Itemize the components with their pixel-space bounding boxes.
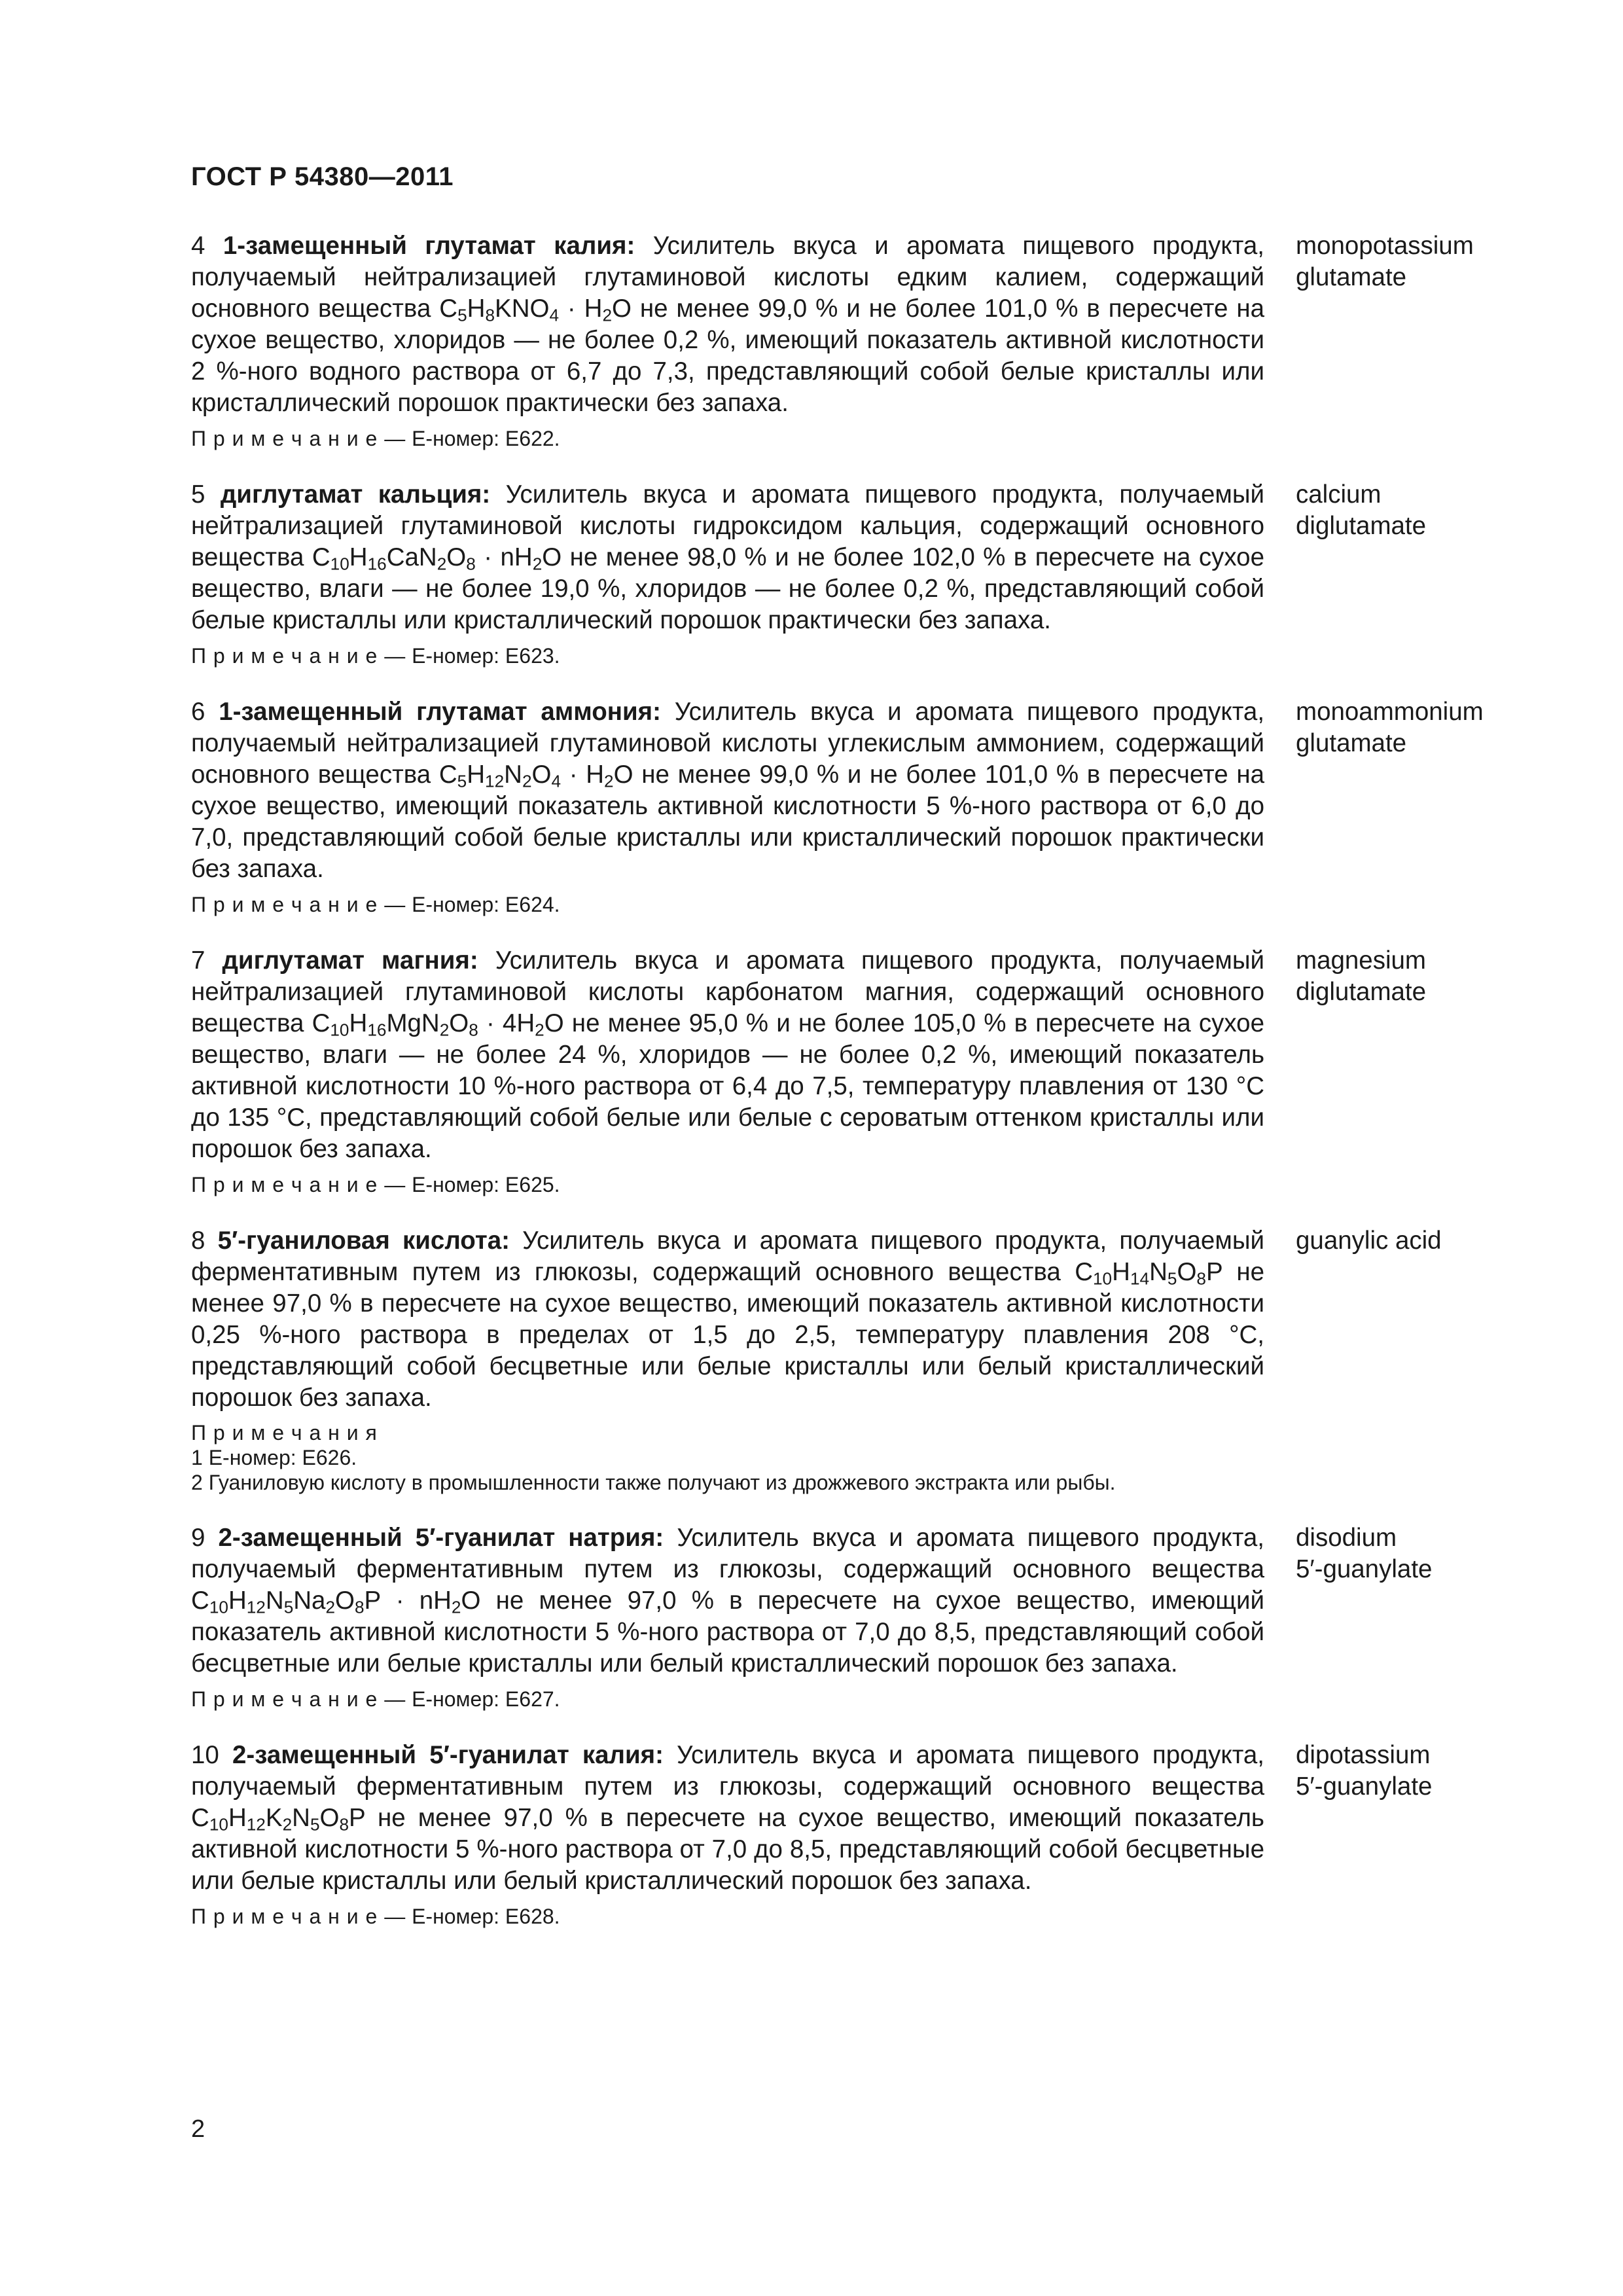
- formula-symbol: KNO: [495, 295, 550, 323]
- term-number: 4: [191, 232, 205, 260]
- formula-subscript: 10: [1093, 1268, 1113, 1289]
- formula-symbol: H: [467, 295, 486, 323]
- formula-subscript: 2: [439, 1020, 450, 1040]
- note-label: П р и м е ч а н и е —: [191, 427, 406, 450]
- term-spacer: [191, 669, 1533, 696]
- formula-symbol: Na: [293, 1587, 326, 1615]
- term-definition: [191, 1740, 1264, 1897]
- formula-subscript: 2: [451, 1597, 461, 1617]
- formula-symbol: C: [439, 295, 458, 323]
- chemical-formula: [1075, 1258, 1222, 1289]
- term-name: 1-замещенный глутамат аммония:: [219, 698, 661, 726]
- chemical-formula: [312, 543, 562, 574]
- formula-subscript: 8: [466, 554, 476, 574]
- formula-subscript: 4: [549, 305, 560, 325]
- term-text-part: Усилитель вкуса и аромата пищевого продукта, получаемый нейтрализацией глутаминовой кислоты едким калием, содержащий основного вещества: [191, 232, 1264, 323]
- formula-subscript: 12: [485, 771, 505, 791]
- formula-subscript: 12: [246, 1814, 266, 1835]
- formula-symbol: H: [349, 1009, 368, 1037]
- formula-subscript: 2: [532, 554, 543, 574]
- standard-header: ГОСТ Р 54380—2011: [191, 162, 454, 191]
- note-text: Е-номер: Е625.: [406, 1173, 560, 1196]
- term-number: 6: [191, 698, 205, 726]
- english-term-line: diglutamate: [1296, 978, 1427, 1006]
- formula-symbol: O: [319, 1804, 340, 1832]
- english-term-line: glutamate: [1296, 729, 1407, 757]
- term-number: 8: [191, 1227, 205, 1255]
- note-text: Е-номер: Е624.: [406, 893, 560, 916]
- term-english-equivalent: [1296, 230, 1531, 293]
- formula-symbol: K: [265, 1804, 283, 1832]
- formula-subscript: 10: [209, 1814, 228, 1835]
- term-note: [191, 1686, 1264, 1712]
- term-number: 10: [191, 1741, 219, 1769]
- formula-subscript: 2: [522, 771, 532, 791]
- term-text-part: Усилитель вкуса и аромата пищевого продукта, получаемый нейтрализацией глутаминовой кислоты карбонатом магния, содержащий основного вещества: [191, 946, 1264, 1037]
- term-entry: [191, 479, 1533, 669]
- term-spacer: [191, 918, 1533, 945]
- english-term-line: guanylic acid: [1296, 1227, 1442, 1255]
- formula-subscript: 5: [310, 1814, 320, 1835]
- formula-symbol: · H: [561, 761, 605, 789]
- formula-symbol: O: [449, 1009, 469, 1037]
- formula-symbol: C: [1075, 1258, 1093, 1286]
- term-entry: [191, 1225, 1533, 1495]
- english-term-line: 5′-guanylate: [1296, 1555, 1433, 1583]
- formula-subscript: 4: [551, 771, 562, 791]
- formula-symbol: O: [335, 1587, 355, 1615]
- term-english-equivalent: [1296, 1522, 1531, 1585]
- term-note: [191, 425, 1264, 452]
- term-name: 1-замещенный глутамат калия:: [223, 232, 635, 260]
- term-spacer: [191, 452, 1533, 479]
- formula-subscript: 2: [282, 1814, 293, 1835]
- english-term-line: diglutamate: [1296, 512, 1427, 540]
- chemical-formula: [312, 1009, 564, 1040]
- term-note: [191, 1903, 1264, 1929]
- term-entry: [191, 945, 1533, 1198]
- term-name: 2-замещенный 5′-гуанилат калия:: [232, 1741, 664, 1769]
- term-name: диглутамат магния:: [222, 946, 478, 975]
- term-name: 5′-гуаниловая кислота:: [217, 1227, 510, 1255]
- term-number: 7: [191, 946, 205, 975]
- formula-symbol: P · nH: [364, 1587, 452, 1615]
- formula-subscript: 16: [367, 554, 387, 574]
- english-term-line: 5′-guanylate: [1296, 1772, 1433, 1801]
- term-body: [191, 1522, 1264, 1712]
- formula-symbol: CaN: [386, 543, 437, 571]
- formula-symbol: H: [228, 1804, 247, 1832]
- term-text-part: Усилитель вкуса и аромата пищевого продукта, получаемый ферментативным путем из глюкозы, содержащий основного вещества: [191, 1524, 1265, 1583]
- term-english-equivalent: [1296, 1740, 1531, 1803]
- formula-symbol: N: [504, 761, 522, 789]
- formula-subscript: 10: [330, 1020, 349, 1040]
- chemical-formula: [439, 761, 633, 789]
- formula-symbol: · nH: [475, 543, 533, 571]
- formula-subscript: 10: [330, 554, 349, 574]
- formula-subscript: 8: [469, 1020, 478, 1040]
- formula-symbol: MgN: [386, 1009, 440, 1037]
- note-text: Е-номер: Е623.: [406, 644, 560, 668]
- formula-subscript: 5: [283, 1597, 294, 1617]
- term-entry: [191, 1522, 1533, 1712]
- formula-symbol: C: [312, 543, 330, 571]
- formula-subscript: 5: [457, 771, 467, 791]
- note-label: П р и м е ч а н и е —: [191, 1687, 406, 1711]
- term-entry: [191, 1740, 1533, 1929]
- note-item: 2 Гуаниловую кислоту в промышленности также получают из дрожжевого экстракта или рыбы.: [191, 1471, 1116, 1494]
- term-definition: [191, 945, 1264, 1165]
- term-text-part: не менее 95,0 % и не более 105,0 % в пересчете на сухое вещество, влаги — не более 24 %, хлоридов — не более 0,2 %, имеющий показатель активной кислотности 10 %-ного раствора от 6,4 до 7,5, температуру плавления от 130 °С до 135 °С, представляющий собой белые или белые с сероватым оттенком кристаллы или порошок без запаха.: [191, 1009, 1264, 1163]
- formula-symbol: O: [542, 543, 562, 571]
- term-entry: [191, 230, 1533, 452]
- note-text: Е-номер: Е628.: [406, 1905, 560, 1928]
- term-definition: [191, 1225, 1264, 1414]
- term-body: [191, 479, 1264, 669]
- term-number: 9: [191, 1524, 205, 1552]
- formula-symbol: O: [446, 543, 467, 571]
- term-text-part: Усилитель вкуса и аромата пищевого продукта, получаемый нейтрализацией глутаминовой кислоты гидроксидом кальция, содержащий основного вещества: [191, 480, 1264, 571]
- formula-symbol: O: [461, 1587, 481, 1615]
- formula-subscript: 2: [602, 305, 612, 325]
- note-label: П р и м е ч а н и е —: [191, 893, 406, 916]
- chemical-formula: [191, 1804, 365, 1835]
- formula-symbol: O: [1177, 1258, 1197, 1286]
- formula-symbol: H: [228, 1587, 247, 1615]
- formula-symbol: P: [1205, 1258, 1222, 1286]
- term-definition: [191, 479, 1264, 636]
- formula-subscript: 8: [485, 305, 495, 325]
- formula-symbol: O: [531, 761, 552, 789]
- english-term-line: monoammonium: [1296, 698, 1484, 726]
- note-item: 1 Е-номер: Е626.: [191, 1446, 357, 1469]
- term-english-equivalent: [1296, 479, 1531, 542]
- formula-subscript: 12: [246, 1597, 266, 1617]
- notes-label: П р и м е ч а н и я: [191, 1421, 378, 1444]
- term-spacer: [191, 1495, 1533, 1522]
- formula-symbol: C: [312, 1009, 330, 1037]
- term-number: 5: [191, 480, 205, 509]
- term-text-part: не менее 99,0 % и не более 101,0 % в пересчете на сухое вещество, хлоридов — не более 0,2 %, имеющий показатель активной кислотности 2 %-ного водного раствора от 6,7 до 7,3, представляющий собой белые кристаллы или кристаллический порошок практически без запаха.: [191, 295, 1264, 417]
- term-body: [191, 1740, 1264, 1929]
- formula-symbol: H: [349, 543, 368, 571]
- term-text-part: Усилитель вкуса и аромата пищевого продукта, получаемый ферментативным путем из глюкозы, содержащий основного вещества: [191, 1741, 1264, 1801]
- english-term-line: calcium: [1296, 480, 1382, 509]
- formula-subscript: 8: [1196, 1268, 1206, 1289]
- chemical-formula: [439, 295, 632, 323]
- formula-symbol: C: [438, 761, 457, 789]
- note-label: П р и м е ч а н и е —: [191, 1173, 406, 1196]
- term-note: [191, 891, 1264, 918]
- formula-subscript: 5: [457, 305, 467, 325]
- formula-subscript: 14: [1130, 1268, 1150, 1289]
- term-text-part: Усилитель вкуса и аромата пищевого продукта, получаемый ферментативным путем из глюкозы, содержащий основного вещества: [191, 1227, 1264, 1286]
- note-text: Е-номер: Е627.: [406, 1687, 560, 1711]
- term-body: [191, 696, 1264, 918]
- term-spacer: [191, 1198, 1533, 1225]
- english-term-line: disodium: [1296, 1524, 1397, 1552]
- note-text: Е-номер: Е622.: [406, 427, 560, 450]
- formula-subscript: 5: [1167, 1268, 1177, 1289]
- formula-subscript: 8: [354, 1597, 365, 1617]
- formula-subscript: 2: [535, 1020, 544, 1040]
- term-body: [191, 1225, 1264, 1495]
- formula-symbol: N: [1149, 1258, 1168, 1286]
- terms-list: [191, 230, 1533, 1929]
- note-label: П р и м е ч а н и е —: [191, 1905, 406, 1928]
- term-definition: [191, 230, 1264, 419]
- formula-subscript: 8: [339, 1814, 349, 1835]
- english-term-line: glutamate: [1296, 263, 1407, 291]
- formula-symbol: N: [265, 1587, 284, 1615]
- term-english-equivalent: [1296, 1225, 1531, 1257]
- term-english-equivalent: [1296, 945, 1531, 1008]
- english-term-line: magnesium: [1296, 946, 1427, 975]
- term-definition: [191, 696, 1264, 885]
- note-label: П р и м е ч а н и е —: [191, 644, 406, 668]
- term-body: [191, 945, 1264, 1198]
- page-number: 2: [191, 2115, 205, 2143]
- formula-subscript: 2: [604, 771, 614, 791]
- term-name: диглутамат кальция:: [220, 480, 491, 509]
- term-name: 2-замещенный 5′-гуанилат натрия:: [218, 1524, 664, 1552]
- formula-subscript: 2: [325, 1597, 336, 1617]
- term-text-part: Усилитель вкуса и аромата пищевого продукта, получаемый нейтрализацией глутаминовой кислоты углекислым аммонием, содержащий основного вещества: [191, 698, 1265, 789]
- term-text-part: не менее 97,0 % в пересчете на сухое вещество, имеющий показатель активной кислотности 0,25 %-ного раствора в пределах от 1,5 до 2,5, температуру плавления 208 °С, представляющий собой бесцветные или белые кристаллы или белый кристаллический порошок без запаха.: [191, 1258, 1265, 1412]
- formula-symbol: P: [349, 1804, 365, 1832]
- formula-subscript: 2: [437, 554, 447, 574]
- term-body: [191, 230, 1264, 452]
- term-note: [191, 643, 1264, 669]
- term-notes: [191, 1420, 1264, 1495]
- term-text-part: не менее 97,0 % в пересчете на сухое вещество, имеющий показатель активной кислотности 5 %-ного раствора от 7,0 до 8,5, представляющий собой бесцветные или белые кристаллы или белый кристаллический порошок без запаха.: [191, 1804, 1264, 1895]
- formula-symbol: N: [292, 1804, 310, 1832]
- formula-symbol: H: [1112, 1258, 1130, 1286]
- term-text-part: не менее 98,0 % и не более 102,0 % в пересчете на сухое вещество, влаги — не более 19,0 %, хлоридов — не более 0,2 %, представляющий собой белые кристаллы или кристаллический порошок практически без запаха.: [191, 543, 1265, 634]
- formula-symbol: O: [612, 295, 632, 323]
- term-english-equivalent: [1296, 696, 1531, 759]
- formula-symbol: · H: [559, 295, 603, 323]
- formula-symbol: O: [544, 1009, 564, 1037]
- formula-symbol: H: [467, 761, 486, 789]
- term-text-part: не менее 99,0 % и не более 101,0 % в пересчете на сухое вещество, имеющий показатель активной кислотности 5 %-ного раствора от 6,0 до 7,0, представляющий собой белые кристаллы или кристаллический порошок практически без запаха.: [191, 761, 1264, 883]
- formula-subscript: 16: [367, 1020, 387, 1040]
- formula-symbol: O: [613, 761, 633, 789]
- term-spacer: [191, 1712, 1533, 1740]
- term-note: [191, 1172, 1264, 1198]
- english-term-line: monopotassium: [1296, 232, 1474, 260]
- formula-symbol: C: [191, 1587, 209, 1615]
- term-text-part: не менее 97,0 % в пересчете на сухое вещество, имеющий показатель активной кислотности 5 %-ного раствора от 7,0 до 8,5, представляющий собой бесцветные или белые кристаллы или белый кристаллический порошок без запаха.: [191, 1587, 1264, 1677]
- english-term-line: dipotassium: [1296, 1741, 1431, 1769]
- chemical-formula: [191, 1587, 480, 1615]
- formula-subscript: 10: [209, 1597, 228, 1617]
- formula-symbol: · 4H: [478, 1009, 535, 1037]
- term-entry: [191, 696, 1533, 918]
- term-definition: [191, 1522, 1264, 1679]
- formula-symbol: C: [191, 1804, 209, 1832]
